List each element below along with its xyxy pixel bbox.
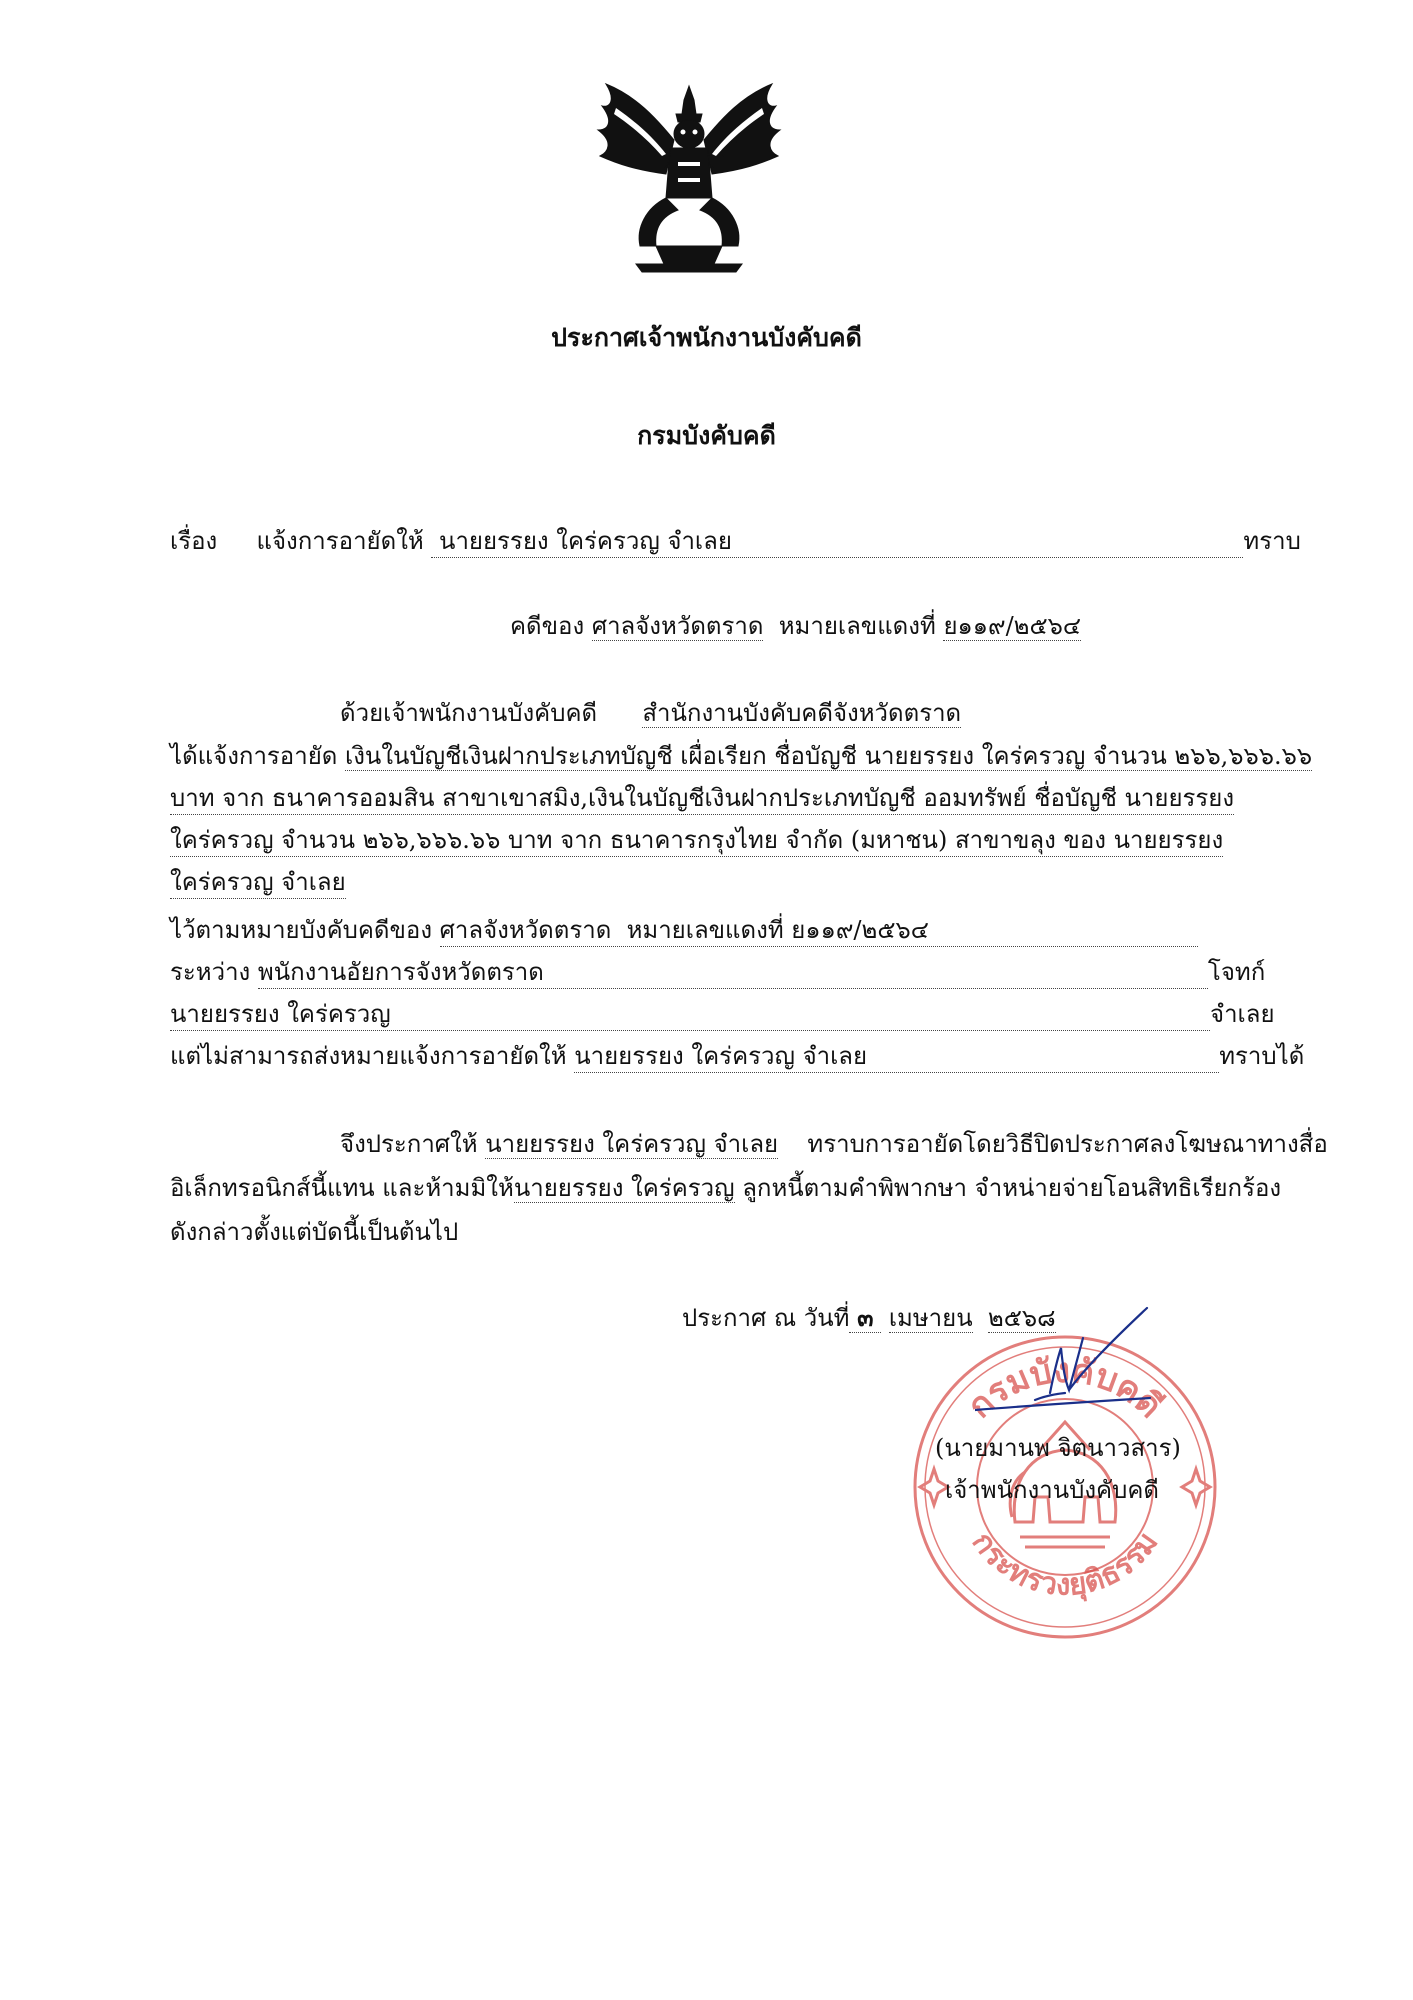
seizure-label: ได้แจ้งการอายัด [170, 742, 338, 770]
seizure-text-1: เงินในบัญชีเงินฝากประเภทบัญชี เผื่อเรียก ชื่อบัญชี นายยรรยง ใคร่ครวญ จำนวน ๒๖๖,๖๖๖.๖๖ [344, 742, 1313, 770]
plaintiff-name: พนักงานอัยการจังหวัดตราด [257, 958, 544, 986]
announcement-person: นายยรรยง ใคร่ครวญ จำเลย [485, 1130, 779, 1158]
signatory-name: (นายมานพ จิตนาวสาร) [935, 1434, 1181, 1462]
warrant-field [440, 914, 1198, 947]
unable-suffix: ทราบได้ [1219, 1042, 1305, 1070]
seizure-line-4: ใคร่ครวญ จำเลย [170, 866, 346, 899]
announcement-line-1 [340, 1128, 1328, 1160]
defendant-line [170, 998, 1275, 1031]
announcement-text-1: ทราบการอายัดโดยวิธีปิดประกาศลงโฆษณาทางสื่อ [807, 1130, 1328, 1158]
date-prefix: ประกาศ ณ วันที่ [682, 1304, 850, 1332]
date-year: ๒๕๖๘ [987, 1304, 1056, 1332]
subject-person: นายยรรยง ใคร่ครวญ จำเลย [439, 527, 732, 555]
announcement-line-3: ดังกล่าวตั้งแต่บัดนี้เป็นต้นไป [170, 1218, 459, 1246]
date-day-field [849, 1304, 881, 1333]
document-title: ประกาศเจ้าพนักงานบังคับคดี [551, 323, 862, 352]
plaintiff-role: โจทก์ [1207, 958, 1266, 986]
subject-line [170, 525, 1301, 558]
signature [975, 1298, 1165, 1420]
subject-suffix: ทราบ [1243, 527, 1301, 555]
subject-person-field [431, 525, 1243, 558]
warrant-number: ย๑๑๙/๒๕๖๔ [791, 916, 929, 944]
seizure-line-3: ใคร่ครวญ จำนวน ๒๖๖,๖๖๖.๖๖ บาท จาก ธนาคารกรุงไทย จำกัด (มหาชน) สาขาขลุง ของ นายยรรยง [170, 824, 1223, 857]
department-name: กรมบังคับคดี [637, 421, 776, 450]
plaintiff-field [258, 956, 1208, 989]
office-name: สำนักงานบังคับคดีจังหวัดตราด [642, 699, 962, 727]
case-number-label: หมายเลขแดงที่ [778, 612, 936, 640]
warrant-court: ศาลจังหวัดตราด [439, 916, 612, 944]
warrant-prefix: ไว้ตามหมายบังคับคดีของ [170, 916, 433, 944]
announcement-text-2b: นายยรรยง ใคร่ครวญ [513, 1174, 735, 1202]
defendant-role: จำเลย [1210, 1000, 1275, 1028]
defendant-field [170, 998, 1210, 1031]
announcement-prefix: จึงประกาศให้ [340, 1130, 478, 1158]
between-line [170, 956, 1265, 989]
seizure-line-1 [170, 740, 1312, 772]
intro-label: ด้วยเจ้าพนักงานบังคับคดี [340, 699, 598, 727]
stamp-text-top: กรมบังคับคดี [959, 1350, 1170, 1427]
seizure-line-2: บาท จาก ธนาคารออมสิน สาขาเขาสมิง,เงินในบัญชีเงินฝากประเภทบัญชี ออมทรัพย์ ชื่อบัญชี นายยรรยง [170, 782, 1234, 815]
subject-label: เรื่อง [170, 527, 218, 555]
announcement-line-2 [170, 1172, 1281, 1204]
warrant-line [170, 914, 1198, 947]
announcement-text-2c: ลูกหนี้ตามคำพิพากษา จำหน่ายจ่ายโอนสิทธิเรียกร้อง [734, 1174, 1282, 1202]
between-label: ระหว่าง [170, 958, 251, 986]
intro-line [340, 697, 961, 729]
stamp-text-bottom: กระทรวงยุติธรรม [964, 1525, 1166, 1603]
subject-text: แจ้งการอายัดให้ [256, 527, 424, 555]
unable-text: แต่ไม่สามารถส่งหมายแจ้งการอายัดให้ [170, 1042, 567, 1070]
unable-line [170, 1040, 1304, 1073]
defendant-name: นายยรรยง ใคร่ครวญ [170, 1000, 391, 1028]
date-month: เมษายน [888, 1304, 973, 1332]
date-day: ๓ [857, 1303, 874, 1332]
garuda-emblem [596, 78, 782, 274]
case-prefix: คดีของ [510, 612, 585, 640]
unable-person-field [574, 1040, 1219, 1073]
warrant-number-label: หมายเลขแดงที่ [626, 916, 784, 944]
signatory-position: เจ้าพนักงานบังคับคดี [945, 1476, 1159, 1504]
announcement-text-2a: อิเล็กทรอนิกส์นี้แทน และห้ามมิให้ [170, 1174, 514, 1202]
case-reference [510, 610, 1081, 642]
case-number: ย๑๑๙/๒๕๖๔ [943, 612, 1082, 640]
case-court: ศาลจังหวัดตราด [591, 612, 764, 640]
unable-person: นายยรรยง ใคร่ครวญ จำเลย [574, 1042, 868, 1070]
